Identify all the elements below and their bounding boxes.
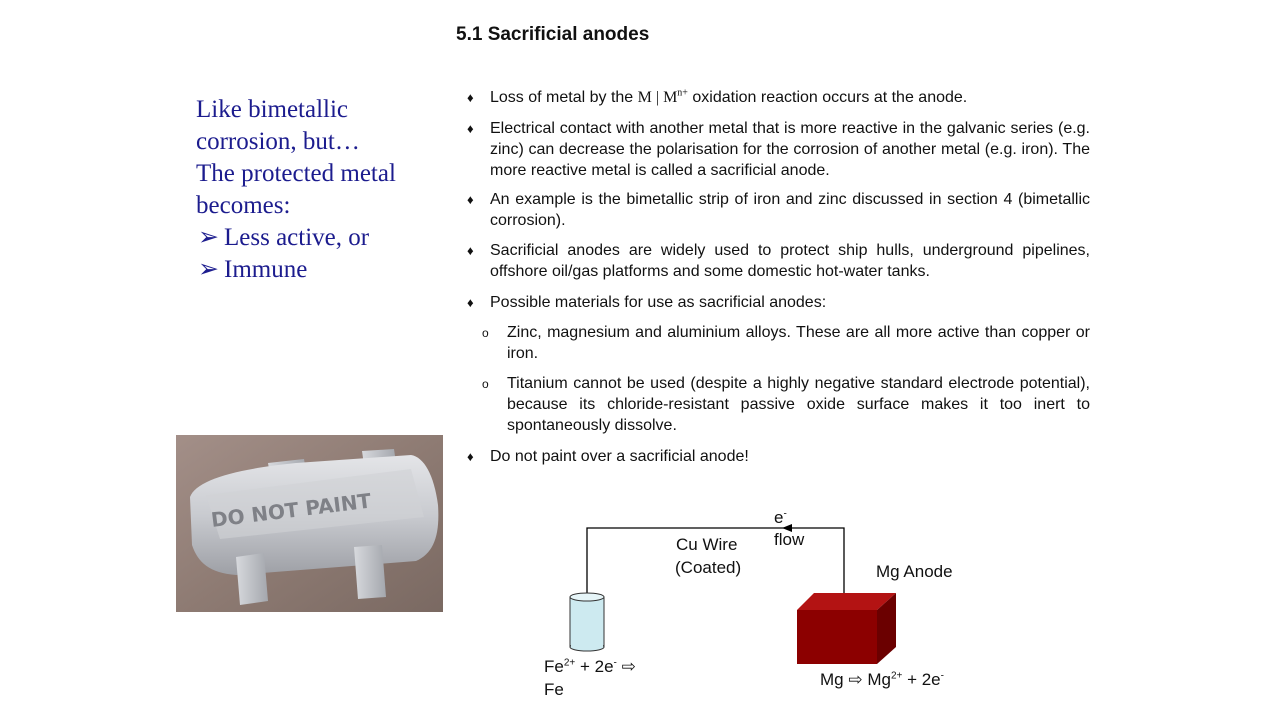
diamond-bullet-icon: ♦: [467, 243, 474, 258]
anode-reaction: Mg ⇨ $Mg^{2+} + 2e^-$: [820, 670, 944, 689]
diamond-bullet-icon: ♦: [467, 449, 474, 464]
wire-label: Cu Wire: [676, 535, 738, 554]
circle-bullet-icon: o: [482, 326, 489, 340]
section-heading: 5.1 Sacrificial anodes: [456, 24, 650, 45]
bullet-item: ♦ Do not paint over a sacrificial anode!: [467, 448, 749, 465]
bullet-item: ♦ Sacrificial anodes are widely used to protect ship hulls, underground pipelines, offshore oil/gas platforms and some domestic hot-water tanks.: [467, 242, 1090, 280]
diamond-bullet-icon: ♦: [467, 295, 474, 310]
diamond-bullet-icon: ♦: [467, 90, 474, 105]
side-note-item: ➢ Less active, or: [196, 222, 396, 254]
electron-label: e-: [774, 508, 787, 527]
sub-bullet-item: o Zinc, magnesium and aluminium alloys. These are all more active than copper or iron.: [482, 324, 1090, 362]
fe-cathode-cylinder: [570, 597, 604, 647]
side-note-line: Like bimetallic: [196, 96, 349, 123]
anode-tab: [236, 553, 268, 605]
diamond-bullet-icon: ♦: [467, 192, 474, 207]
anode-label: Mg Anode: [876, 562, 953, 581]
reaction-arrow-icon: ⇨: [848, 670, 863, 689]
embossed-text: DO NOT PAINT: [209, 488, 373, 532]
bullet-item: ♦ An example is the bimetallic strip of iron and zinc discussed in section 4 (bimetallic corrosion).: [467, 191, 1090, 229]
circle-bullet-icon: o: [482, 377, 489, 391]
bullet-item: ♦ Electrical contact with another metal that is more reactive in the galvanic series (e.g. zinc) can decrease the polarisation for the corrosion of another metal (e.g. iron). The more reactive metal is called a sacrificial anode.: [467, 120, 1090, 179]
arrow-bullet-icon: ➢: [198, 256, 219, 283]
bullet-item: ♦ Possible materials for use as sacrificial anodes:: [467, 294, 827, 311]
cathode-product: Fe: [544, 680, 564, 699]
side-note: [196, 94, 396, 286]
side-note-line: becomes:: [196, 192, 291, 219]
anode-tab: [354, 545, 386, 599]
flow-label: flow: [774, 530, 805, 549]
arrow-bullet-icon: ➢: [198, 224, 219, 251]
sub-bullet-item: o Titanium cannot be used (despite a highly negative standard electrode potential), because its chloride-resistant passive oxide surface makes it too inert to spontaneously dissolve.: [482, 375, 1090, 434]
wire-label: (Coated): [675, 558, 742, 577]
bullet-item: ♦ Loss of metal by the M | $M^{n+}$ oxidation reaction occurs at the anode.: [467, 87, 968, 106]
mg-anode-front: [797, 610, 877, 664]
side-note-line: The protected metal: [196, 160, 396, 187]
diamond-bullet-icon: ♦: [467, 121, 474, 136]
cathode-reaction: $Fe^{2+} + 2e^-$ ⇨: [544, 657, 636, 676]
redox-couple: M | M: [637, 89, 678, 106]
side-note-item: ➢ Immune: [196, 254, 396, 286]
anode-photo: [176, 435, 443, 612]
reaction-arrow-icon: ⇨: [616, 657, 636, 676]
side-note-line: corrosion, but…: [196, 128, 360, 155]
